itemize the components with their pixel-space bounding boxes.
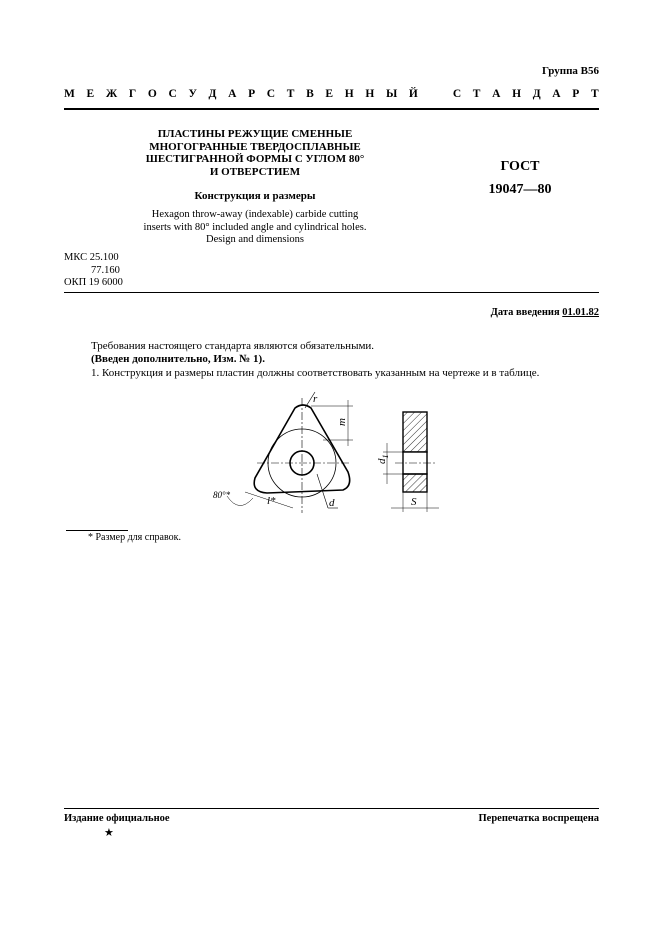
d-label: d [329,497,335,509]
angle-label: 80°* [213,490,231,500]
title-line: ПЛАСТИНЫ РЕЖУЩИЕ СМЕННЫЕ [157,128,353,140]
heading-letter: С [266,88,276,100]
insert-drawing [205,388,455,518]
heading-letter: А [228,88,237,100]
heading-letter: Т [286,88,295,100]
heading-letter: В [306,88,314,100]
heading-letter: А [552,88,561,100]
insert-side-view [376,412,439,512]
heading-letter: С [452,88,462,100]
heading-letter: Д [208,88,217,100]
official-edition: Издание официальное [64,813,170,824]
document-title [130,128,380,178]
heading-letter: Т [590,88,599,100]
side-upper-section [403,412,427,452]
title-line: И ОТВЕРСТИЕМ [209,165,301,178]
paragraph-mandatory: Требования настоящего стандарта являются обязательными. [91,340,375,352]
heading-letter: Д [532,88,541,100]
s-label: S [411,496,417,508]
section-rule [64,292,599,293]
gost-number: 19047—80 [488,182,552,197]
mks-code: МКС 25.100 [64,252,119,263]
effective-date [491,307,599,318]
footer-rule [64,808,599,809]
document-subtitle: Конструкция и размеры [194,190,316,202]
heading-letter: Й [408,88,418,100]
effective-date-label: Дата введения [490,307,560,318]
radius-label: r [313,393,318,405]
heading-letter: Р [572,88,580,100]
effective-date-value: 01.01.82 [562,307,599,318]
heading-letter: Н [512,88,522,100]
d1-subscript: 1 [381,454,390,459]
mks-code: 77.160 [91,264,120,276]
footnote: * Размер для справок. [88,532,181,543]
heading-letter: С [168,88,177,100]
insert-front-view [213,392,353,513]
d1-label [376,455,390,465]
heading-letter: Г [128,88,137,100]
heading-letter: Р [248,88,256,100]
angle-arc [227,496,253,506]
english-title-line: Hexagon throw-away (indexable) carbide cutting [151,209,359,220]
heading-letter: М [64,88,75,100]
title-line: ШЕСТИГРАННОЙ ФОРМЫ С УГЛОМ 80° [145,153,365,165]
d1-letter: d [376,458,388,464]
paragraph-amendment: (Введен дополнительно, Изм. № 1). [91,353,265,365]
reprint-prohibited: Перепечатка воспрещена [478,813,599,824]
l-label: l* [267,495,276,507]
heading-letter: Ж [105,88,118,100]
heading-letter: А [492,88,501,100]
header-rule [64,108,599,110]
heading-letter: Ы [385,88,398,100]
heading-letter: О [147,88,157,100]
gost-label: ГОСТ [500,159,540,174]
heading-letter: У [188,88,197,100]
heading-letter: Н [344,88,354,100]
title-line: МНОГОГРАННЫЕ ТВЕРДОСПЛАВНЫЕ [149,140,361,153]
side-lower-section [403,474,427,492]
heading-letter: Е [325,88,334,100]
english-title-line: Design and dimensions [206,234,304,245]
heading-letter: Е [86,88,95,100]
english-title-line: inserts with 80° included angle and cylindrical holes. [143,221,367,233]
heading-letter: Н [365,88,375,100]
heading-letter: Т [472,88,481,100]
m-label: m [336,418,348,426]
group-code: Группа В56 [541,65,599,77]
english-title [120,209,390,247]
interstate-standard-heading [64,88,599,100]
footnote-rule [66,530,128,531]
star-icon: ★ [104,827,114,839]
paragraph-design: 1. Конструкция и размеры пластин должны соответствовать указанным на чертеже и в таблице. [91,367,540,379]
okp-code: ОКП 19 6000 [64,277,123,288]
classification-codes [64,252,123,290]
